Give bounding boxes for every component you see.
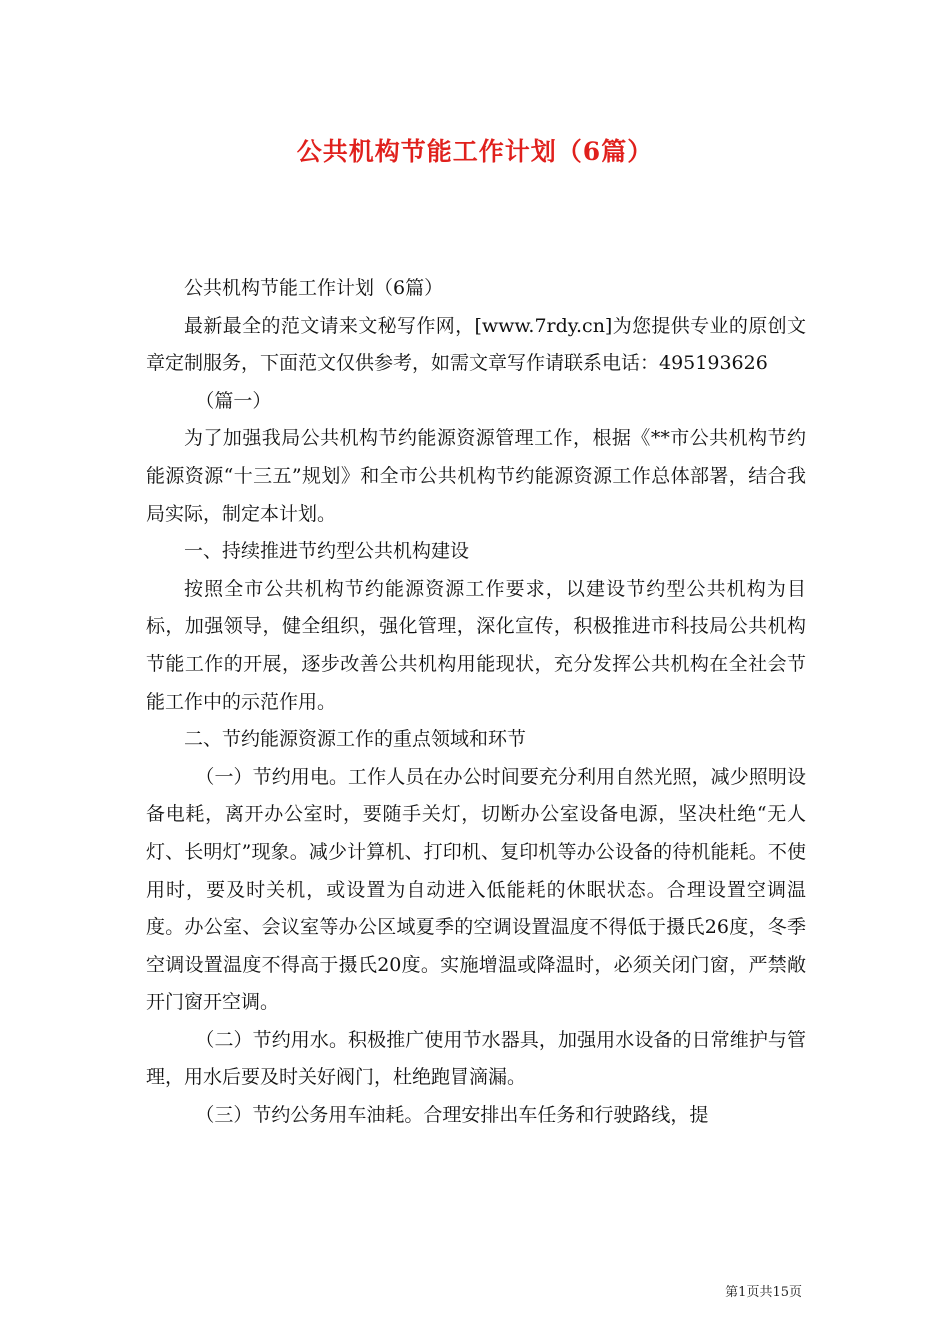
section-heading-two: 二、节约能源资源工作的重点领域和环节 xyxy=(184,728,527,751)
paragraph-section-one: 按照全市公共机构节约能源资源工作要求，以建设节约型公共机构为目标，加强领导，健全组织，强化管理，深化宣传，积极推进市科技局公共机构节能工作的开展，逐步改善公共机构用能现状，充分发挥公共机构在全社会节能工作中的示范作用。 xyxy=(146,577,806,713)
paragraph-heading-repeat: 公共机构节能工作计划（6篇） xyxy=(184,277,444,299)
page-title: 公共机构节能工作计划（6篇） xyxy=(296,137,654,166)
paragraph-purpose: 为了加强我局公共机构节约能源资源管理工作，根据《**市公共机构节约能源资源“十三五”规划》和全市公共机构节约能源资源工作总体部署，结合我局实际，制定本计划。 xyxy=(146,427,806,525)
section-heading-one: 一、持续推进节约型公共机构建设 xyxy=(184,540,470,563)
paragraph-vehicle: （三）节约公务用车油耗。合理安排出车任务和行驶路线，提 xyxy=(195,1104,709,1127)
paragraph-intro: 最新最全的范文请来文秘写作网，[www.7rdy.cn]为您提供专业的原创文章定制服务，下面范文仅供参考，如需文章写作请联系电话：495193626 xyxy=(146,314,806,375)
document-body xyxy=(146,270,806,1135)
page-number: 第1页共15页 xyxy=(725,1285,802,1300)
paragraph-electricity: （一）节约用电。工作人员在办公时间要充分利用自然光照，减少照明设备电耗，离开办公室时，要随手关灯，切断办公室设备电源，坚决杜绝“无人灯、长明灯”现象。减少计算机、打印机、复印机等办公设备的待机能耗。不使用时，要及时关机，或设置为自动进入低能耗的休眠状态。合理设置空调温度。办公室、会议室等办公区域夏季的空调设置温度不得低于摄氏26度，冬季空调设置温度不得高于摄氏20度。实施增温或降温时，必须关闭门窗，严禁敞开门窗开空调。 xyxy=(146,765,806,1014)
paragraph-water: （二）节约用水。积极推广使用节水器具，加强用水设备的日常维护与管理，用水后要及时关好阀门，杜绝跑冒滴漏。 xyxy=(146,1028,806,1089)
paragraph-part-one-label: （篇一） xyxy=(195,389,272,412)
